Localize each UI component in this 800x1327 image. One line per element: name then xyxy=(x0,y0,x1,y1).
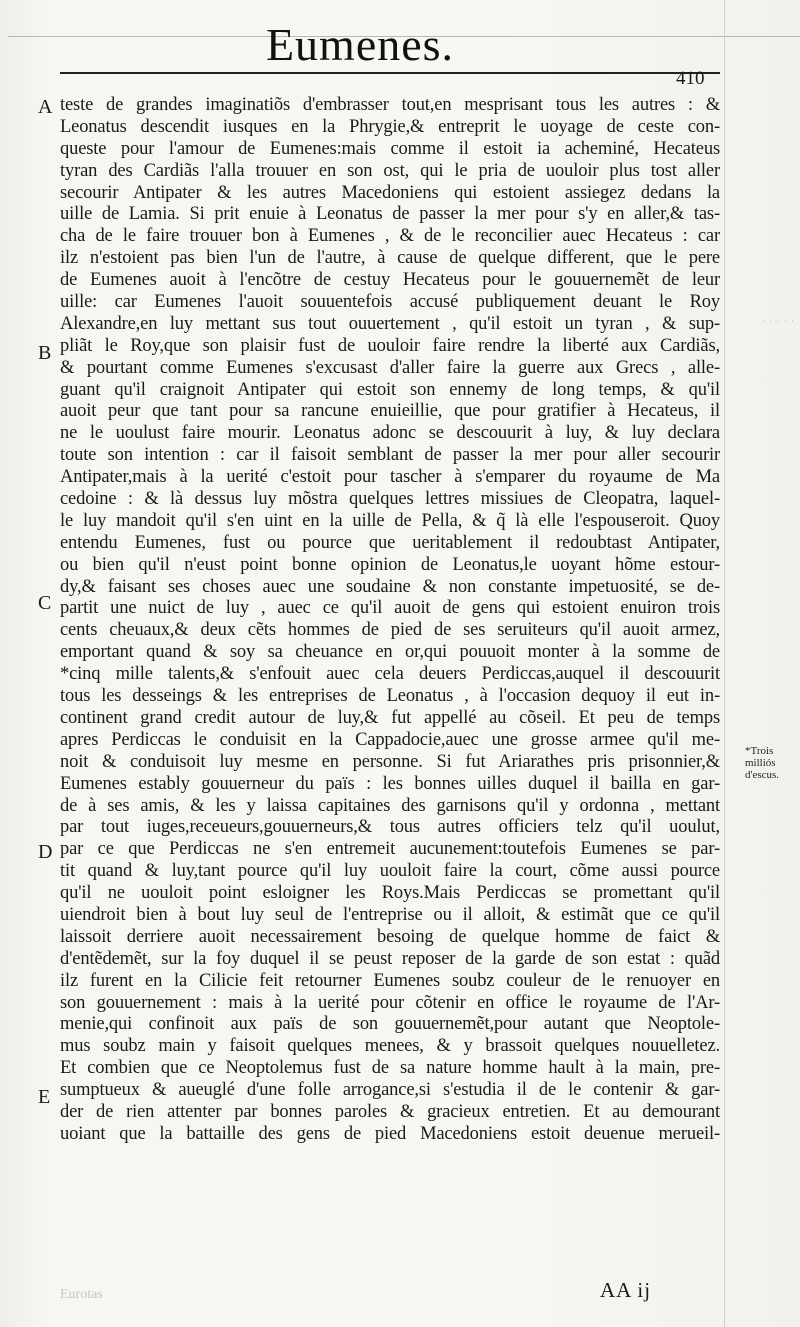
text-line: cents cheuaux,& deux cẽts hommes de pied de ses seruiteurs qu'il auoit armez, xyxy=(60,620,720,641)
text-line: toute son intention : car il faisoit semblant de passer la mer pour aller secourir xyxy=(60,445,720,466)
header-rule xyxy=(60,72,720,74)
text-line: *cinq mille talents,& s'enfouit auec cela deuers Perdiccas,auquel il descouurit xyxy=(60,664,720,685)
margin-gloss: *Trois milliós d'escus. xyxy=(745,745,780,781)
text-line: de Eumenes auoit à l'encõtre de cestuy Hecateus pour le gouuernemẽt de leur xyxy=(60,270,720,291)
text-line: ne le uoulust faire mourir. Leonatus adonc se descouurit à luy, & luy declara xyxy=(60,423,720,444)
bleed-through-text: Eurotas xyxy=(60,1287,103,1302)
text-line: de à ses amis, & les y laissa capitaines des garnisons qu'il y ordonna , mettant xyxy=(60,795,720,816)
text-line: le luy mandoit qu'il s'en uint en la uille de Pella, & q̃ là elle l'espouseroit. Quoy xyxy=(60,510,720,531)
text-line: mus soubz main y faisoit quelques menees, & y brassoit quelques nouuelletez. xyxy=(60,1036,720,1057)
text-line: noit & conduisoit luy mesme en personne. Si fut Ariarathes pris prisonnier,& xyxy=(60,751,720,772)
text-line: ilz n'estoient pas bien l'un de l'autre, à cause de quelque different, que le pere xyxy=(60,248,720,269)
text-line: laissoit derriere auoit necessairement besoing de quelque homme de faict & xyxy=(60,926,720,947)
text-line: Leonatus descendit iusques en la Phrygie,& entreprit le uoyage de ceste con- xyxy=(60,116,720,137)
text-line: teste de grandes imaginatiõs d'embrasser tout,en mesprisant tous les autres : & xyxy=(60,95,720,115)
text-line: & pourtant comme Eumenes s'excusast d'aller faire la guerre aux Grecs , alle- xyxy=(60,357,720,378)
text-line: tyran des Cardiãs l'alla trouuer en son ost, qui le pria de uouloir plus tost aller xyxy=(60,160,720,181)
text-line: uille: car Eumenes l'auoit souuentefois accusé publiquement deuant le Roy xyxy=(60,292,720,313)
text-line: tous les desseings & les entreprises de Leonatus , à l'occasion dequoy il eut in- xyxy=(60,686,720,707)
text-line: Eumenes estably gouuerneur du païs : les bonnes uilles duquel il bailla en gar- xyxy=(60,773,720,794)
folio-number: 410 xyxy=(676,68,705,89)
text-line: cha de le faire trouuer bon à Eumenes , & de le reconcilier auec Hecateus : car xyxy=(60,226,720,247)
text-line: par tout iuges,receueurs,gouuerneurs,& tous autres officiers telz qu'il uoulut, xyxy=(60,817,720,838)
text-line: entendu Eumenes, fust ou pource que ueritablement il redoubtast Antipater, xyxy=(60,532,720,553)
text-line: uoiant que la battaille des gens de pied Macedoniens estoit deuenue merueil- xyxy=(60,1123,720,1144)
text-line: guant qu'il craignoit Antipater qui estoit son ennemy de long temps, & qu'il xyxy=(60,379,720,400)
text-line: der de rien attenter par bonnes paroles & gracieux entretien. Et au demourant xyxy=(60,1101,720,1122)
margin-letter-e: E xyxy=(38,1086,51,1108)
text-line: sumptueux & aueuglé d'une folle arrogance,si s'estudia il de le contenir & gar- xyxy=(60,1080,720,1101)
text-line: tit quand & luy,tant pource qu'il luy uouloit faire la court, cõme aussi pource xyxy=(60,861,720,882)
margin-letter-d: D xyxy=(38,841,53,863)
text-line: secourir Antipater & les autres Macedoniens qui estoient assiegez dedans la xyxy=(60,182,720,203)
text-line: Et combien que ce Neoptolemus fust de sa nature homme hault à la main, pre- xyxy=(60,1058,720,1079)
text-line: Alexandre,en luy mettant sus tout ouuertement , qu'il estoit un tyran , & sup- xyxy=(60,313,720,334)
running-head: Eumenes. xyxy=(265,19,455,70)
text-line: uille de Lamia. Si prit enuie à Leonatus de passer la mer pour s'y en aller,& tas- xyxy=(60,204,720,225)
margin-letter-b: B xyxy=(38,342,52,364)
text-line: d'entẽdemẽt, sur la foy duquel il se peust reposer de la garde de son estat : quãd xyxy=(60,948,720,969)
text-line: apres Perdiccas le conduisit en la Cappadocie,auec une grosse armee qu'il me- xyxy=(60,729,720,750)
faint-margin-note: · · · · · xyxy=(762,316,795,326)
text-line: ou bien qu'il n'eust point bonne opinion de Leonatus,le uoyant hõme estour- xyxy=(60,554,720,575)
text-line: cedoine : & là dessus luy mõstra quelques lettres missiues de Cleopatra, laquel- xyxy=(60,489,720,510)
text-line: continent grand credit autour de luy,& fut appellé au cõseil. Et peu de temps xyxy=(60,707,720,728)
signature-mark: AA ij xyxy=(600,1278,652,1302)
text-line: uiendroit bien à bout luy seul de l'entreprise ou il alloit, & estimãt que ce qu'il xyxy=(60,904,720,925)
text-line: menie,qui confinoit aux païs de son gouuernemẽt,pour autant que Neoptole- xyxy=(60,1014,720,1035)
text-line: queste pour l'amour de Eumenes:mais comme il estoit ia acheminé, Hecateus xyxy=(60,138,720,159)
text-line: son gouuernement : mais à la uerité pour cõtenir en office le royaume de l'Ar- xyxy=(60,992,720,1013)
text-line: Antipater,mais à la uerité c'estoit pour tascher à s'emparer du royaume de Ma xyxy=(60,467,720,488)
text-line: dy,& faisant ses choses auec une soudaine & non constante impetuosité, se de- xyxy=(60,576,720,597)
text-line: partit une nuict de luy , auec ce qu'il auoit de gens qui estoient enuiron trois xyxy=(60,598,720,619)
text-line: auoit peur que tant pour sa rancune enuieillie, que pour gratifier à Hecateus, il xyxy=(60,401,720,422)
margin-letter-a: A xyxy=(38,96,53,118)
text-line: emportant quand & soy sa cheuance en or,qui pouuoit monter à la somme de xyxy=(60,642,720,663)
text-line: pliãt le Roy,que son plaisir fust de uouloir faire rendre la liberté aux Cardiãs, xyxy=(60,335,720,356)
page-fold-line xyxy=(724,0,725,1327)
margin-letter-c: C xyxy=(38,592,52,614)
text-line: ilz furent en la Cilicie feit retourner Eumenes soubz couleur de le renuoyer en xyxy=(60,970,720,991)
text-line: qu'il ne uouloit point esloigner les Roys.Mais Perdiccas se promettant qu'il xyxy=(60,883,720,904)
text-line: par ce que Perdiccas ne s'en entremeit aucunement:toutefois Eumenes se par- xyxy=(60,839,720,860)
body-text xyxy=(60,95,720,1146)
